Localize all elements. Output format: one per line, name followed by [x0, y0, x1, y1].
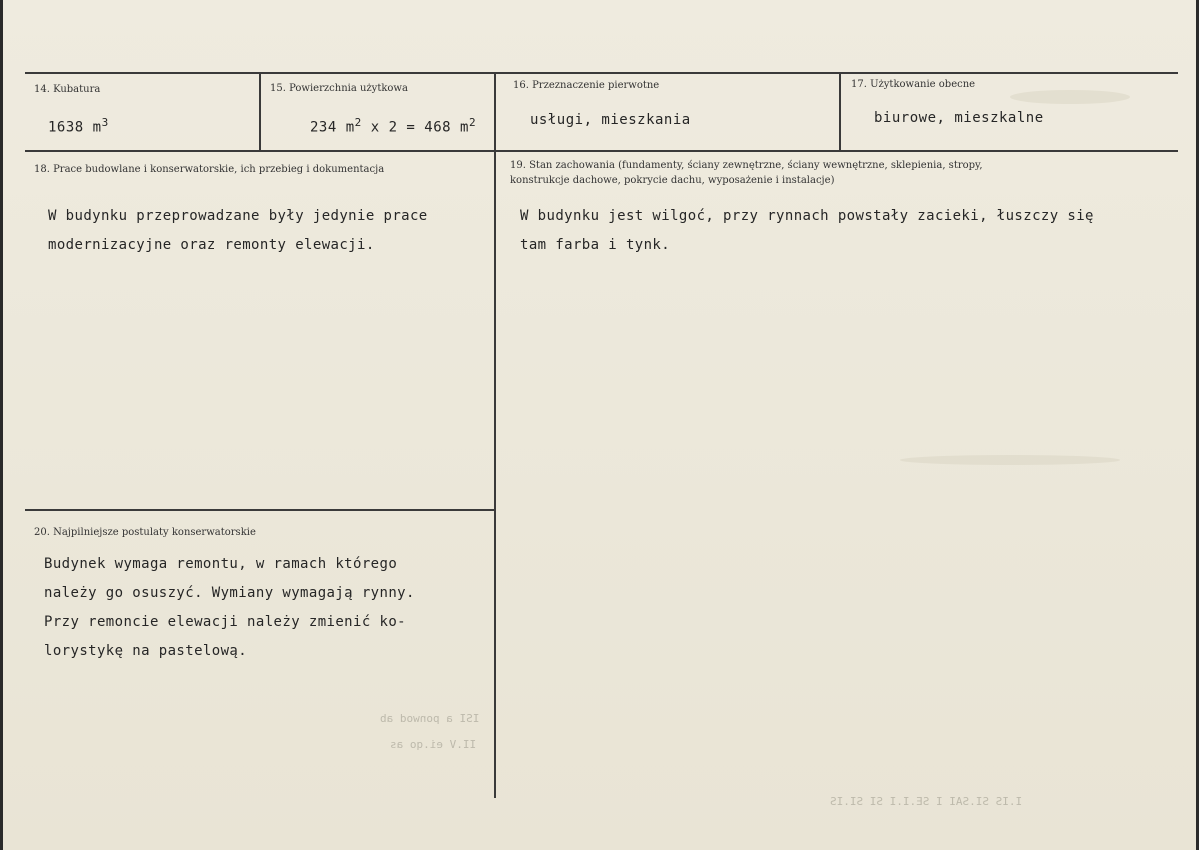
- field-20-line: należy go osuszyć. Wymiany wymagają rynny.: [44, 585, 415, 601]
- field-18-line: modernizacyjne oraz remonty elewacji.: [48, 237, 375, 253]
- f18-bottom-border: [25, 509, 496, 511]
- field-16-value: usługi, mieszkania: [530, 112, 691, 128]
- field-19-line: W budynku jest wilgoć, przy rynnach powstały zacieki, łuszczy się: [520, 208, 1094, 224]
- field-18-label: 18. Prace budowlane i konserwatorskie, ich przebieg i dokumentacja: [34, 164, 385, 175]
- field-20-line: lorystykę na pastelową.: [44, 643, 248, 659]
- divider-15-16: [494, 72, 496, 798]
- field-14-label: 14. Kubatura: [34, 84, 101, 95]
- field-19-line: tam farba i tynk.: [520, 237, 671, 253]
- row1-bottom-border: [25, 150, 1178, 152]
- field-20-text: [44, 550, 415, 666]
- show-through-text: I.IS SI.SAI I SE.I.I SI SI.IS: [830, 795, 1023, 808]
- field-20-label: 20. Najpilniejsze postulaty konserwatorskie: [34, 527, 256, 538]
- field-15-value: 234 $m^2$ x 2 = 468 $m^2$: [310, 116, 477, 136]
- field-15-label: 15. Powierzchnia użytkowa: [270, 83, 408, 94]
- field-18-line: W budynku przeprowadzane były jedynie prace: [48, 208, 428, 224]
- field-17-label: 17. Użytkowanie obecne: [851, 79, 976, 90]
- field-19-label-line2: konstrukcje dachowe, pokrycie dachu, wyposażenie i instalacje): [510, 175, 835, 186]
- field-20-line: Przy remoncie elewacji należy zmienić ko-: [44, 614, 406, 630]
- field-16-label: 16. Przeznaczenie pierwotne: [513, 80, 660, 91]
- field-19-text: [520, 202, 1094, 260]
- paper-smudge: [1010, 90, 1130, 104]
- card-left-edge: [0, 0, 3, 850]
- field-18-text: [48, 202, 428, 260]
- field-14-value: 1638 $m^3$: [48, 116, 109, 136]
- paper-smudge: [900, 455, 1120, 465]
- field-19-label-line1: 19. Stan zachowania (fundamenty, ściany zewnętrzne, ściany wewnętrzne, sklepienia, stropy,: [510, 160, 983, 171]
- top-border: [25, 72, 1178, 74]
- field-20-line: Budynek wymaga remontu, w ramach którego: [44, 556, 398, 572]
- divider-14-15: [259, 72, 261, 152]
- field-17-value: biurowe, mieszkalne: [874, 110, 1044, 126]
- divider-16-17: [839, 72, 841, 152]
- show-through-text: II.V ei.qo as: [390, 738, 477, 751]
- show-through-text: ISI a ponwod ab: [380, 712, 480, 725]
